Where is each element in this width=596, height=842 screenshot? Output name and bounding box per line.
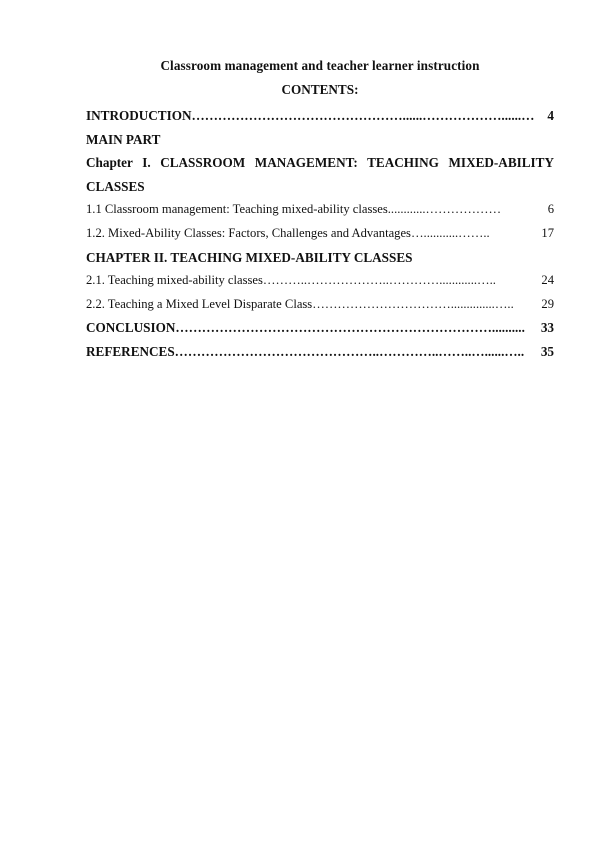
table-of-contents [86, 104, 554, 364]
document-title: Classroom management and teacher learner instruction [160, 58, 480, 73]
toc-entry-introduction[interactable] [86, 104, 554, 128]
toc-label: 1.2. Mixed-Ability Classes: Factors, Challenges and Advantages [86, 225, 411, 240]
toc-leader: ……………………………..............….. [312, 296, 514, 311]
toc-entry-conclusion[interactable] [86, 316, 554, 340]
toc-leader: …...........…….. [410, 225, 490, 240]
toc-page-number: 24 [541, 273, 554, 288]
toc-label: 2.2. Teaching a Mixed Level Disparate Class [86, 296, 313, 311]
toc-main-part-heading: MAIN PART [86, 131, 161, 147]
toc-label: 2.1. Teaching mixed-ability classes [86, 273, 263, 288]
toc-page-number: 6 [547, 202, 554, 217]
toc-entry-2-1[interactable] [86, 269, 554, 293]
toc-page-number: 35 [540, 343, 554, 359]
toc-label: CONCLUSION [86, 320, 176, 336]
toc-leader: …………………………………………......………………......… [191, 108, 535, 123]
toc-entry-references[interactable] [86, 340, 554, 364]
toc-label: REFERENCES [86, 343, 175, 359]
toc-page-number: 29 [541, 296, 554, 311]
toc-leader: ……………………………………………………………….......... [175, 320, 525, 336]
toc-page-number: 33 [540, 320, 554, 336]
toc-chapter2-heading[interactable]: CHAPTER II. TEACHING MIXED-ABILITY CLASSES [86, 249, 413, 265]
toc-leader: ………..………………..…………............….. [262, 273, 496, 288]
toc-leader: ………………………………………..…………..……..…......….. [174, 343, 525, 359]
toc-leader: ............……………… [387, 202, 502, 217]
toc-page-number: 17 [541, 225, 554, 240]
toc-label: INTRODUCTION [86, 108, 192, 123]
toc-page-number: 4 [547, 108, 554, 123]
toc-chapter1-heading[interactable]: Chapter I. CLASSROOM MANAGEMENT: TEACHING MIXED-ABILITY [86, 155, 554, 171]
toc-label: 1.1 Classroom management: Teaching mixed-ability classes [86, 202, 388, 217]
toc-entry-2-2[interactable] [86, 293, 554, 317]
contents-heading: CONTENTS: [281, 82, 359, 97]
toc-entry-1-1[interactable] [86, 198, 554, 222]
toc-chapter1-heading-continued: CLASSES [86, 178, 145, 194]
toc-entry-1-2[interactable] [86, 222, 554, 246]
